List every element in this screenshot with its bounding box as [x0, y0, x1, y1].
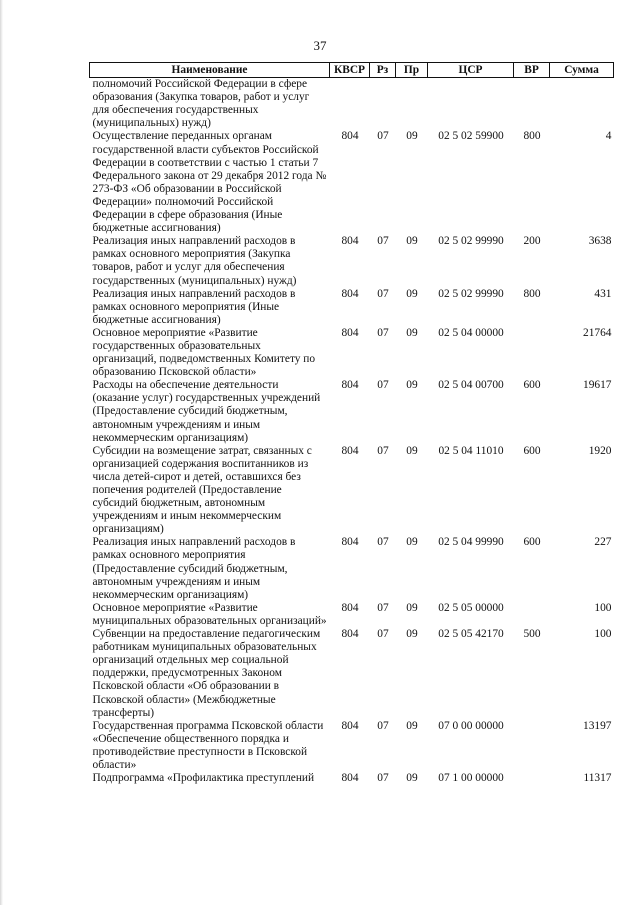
row-kvsr: 804 — [341, 719, 359, 732]
row-kvsr: 804 — [341, 379, 359, 392]
header-sum: Сумма — [550, 63, 614, 78]
row-pr — [396, 78, 428, 131]
row-csr: 02 5 02 99990 — [438, 235, 504, 248]
row-vr: 600 — [523, 444, 541, 457]
row-rz — [370, 78, 396, 131]
row-csr: 02 5 02 59900 — [438, 130, 504, 143]
row-csr: 02 5 04 00700 — [438, 379, 504, 392]
row-vr: 800 — [523, 287, 541, 300]
row-sum: 13197 — [583, 719, 612, 732]
row-name: Реализация иных направлений расходов в рамках основного мероприятия (Закупка товаров, работ и услуг для обеспечения государственных (муниципальных) нужд) — [92, 235, 297, 287]
scan-edge — [0, 0, 3, 905]
row-vr — [514, 772, 550, 785]
row-kvsr: 804 — [341, 444, 359, 457]
row-sum: 19617 — [583, 379, 612, 392]
row-csr: 02 5 05 00000 — [438, 601, 504, 614]
row-sum: 11317 — [583, 772, 612, 785]
row-sum: 100 — [594, 628, 612, 641]
row-vr — [514, 78, 550, 131]
row-rz: 07 — [377, 772, 389, 785]
row-vr — [514, 327, 550, 379]
table-header — [90, 63, 614, 78]
row-pr: 09 — [406, 601, 418, 614]
row-csr: 02 5 05 42170 — [438, 628, 504, 641]
row-vr — [514, 602, 550, 628]
row-csr: 07 0 00 00000 — [438, 719, 504, 732]
row-name: Субсидии на возмещение затрат, связанных с организацией содержания воспитанников из числа детей-сирот и детей, оставшихся без попечения родителей (Предоставление субсидий бюджетным, автономным учреждениям и иным некоммерческим организациям) — [92, 444, 312, 536]
header-rz: Рз — [370, 63, 396, 78]
row-name: Государственная программа Псковской области «Обеспечение общественного порядка и противодействие преступности в Псковской области» — [92, 719, 324, 771]
row-vr — [514, 720, 550, 772]
table-body — [90, 78, 614, 786]
row-name: Подпрограмма «Профилактика преступлений — [92, 772, 315, 785]
row-name: полномочий Российской Федерации в сфере образования (Закупка товаров, работ и услуг для обеспечения государственных (муниципальных) нужд) — [92, 78, 310, 130]
row-vr: 200 — [523, 235, 541, 248]
row-kvsr: 804 — [341, 628, 359, 641]
row-sum: 100 — [594, 601, 612, 614]
row-pr: 09 — [406, 628, 418, 641]
row-sum: 4 — [605, 130, 612, 143]
row-kvsr: 804 — [341, 326, 359, 339]
row-sum: 3638 — [588, 235, 612, 248]
header-row — [90, 63, 614, 78]
row-kvsr: 804 — [341, 287, 359, 300]
table-row — [90, 536, 614, 601]
row-csr: 02 5 04 00000 — [438, 326, 504, 339]
row-pr: 09 — [406, 235, 418, 248]
row-name: Реализация иных направлений расходов в рамках основного мероприятия (Предоставление субсидий бюджетным, автономным учреждениям и иным некоммерческим организациям) — [92, 536, 296, 601]
row-rz: 07 — [377, 130, 389, 143]
header-vr: ВР — [514, 63, 550, 78]
row-pr: 09 — [406, 130, 418, 143]
row-sum: 227 — [594, 536, 612, 549]
row-kvsr: 804 — [341, 601, 359, 614]
row-sum: 21764 — [583, 326, 612, 339]
header-pr: Пр — [396, 63, 428, 78]
row-name: Осуществление переданных органам государственной власти субъектов Российской Федерации в соответствии с частью 1 статьи 7 Федерального закона от 29 декабря 2012 года № 273-ФЗ «Об образовании в Российской Федерации» полномочий Российской Федерации в сфере образования (Иные бюджетные ассигнования) — [92, 130, 327, 235]
row-pr: 09 — [406, 287, 418, 300]
row-pr: 09 — [406, 379, 418, 392]
table-row — [90, 78, 614, 131]
table-row — [90, 327, 614, 379]
row-csr: 02 5 04 99990 — [438, 536, 504, 549]
row-kvsr: 804 — [341, 130, 359, 143]
row-rz: 07 — [377, 326, 389, 339]
table-row — [90, 628, 614, 720]
row-name: Основное мероприятие «Развитие муниципальных образовательных организаций» — [92, 601, 327, 627]
header-csr: ЦСР — [428, 63, 514, 78]
header-kvsr: КВСР — [330, 63, 370, 78]
row-name: Расходы на обеспечение деятельности (оказание услуг) государственных учреждений (Предоставление субсидий бюджетным, автономным учреждениям и иным некоммерческим организациям) — [92, 379, 321, 444]
row-csr — [428, 78, 514, 131]
page-number: 37 — [313, 38, 327, 53]
row-kvsr: 804 — [341, 235, 359, 248]
row-csr: 07 1 00 00000 — [438, 772, 504, 785]
row-name: Основное мероприятие «Развитие государственных образовательных организаций, подведомственных Комитету по образованию Псковской области» — [92, 326, 316, 379]
row-name: Реализация иных направлений расходов в рамках основного мероприятия (Иные бюджетные ассигнования) — [92, 287, 296, 326]
row-rz: 07 — [377, 379, 389, 392]
row-name: Субвенции на предоставление педагогическим работникам муниципальных образовательных организаций отдельных мер социальной поддержки, предусмотренных Законом Псковской области «Об образовании в Псковской области» (Межбюджетные трансферты) — [92, 628, 321, 719]
row-vr: 600 — [523, 379, 541, 392]
row-pr: 09 — [406, 536, 418, 549]
row-vr: 800 — [523, 130, 541, 143]
table-row — [90, 235, 614, 287]
row-rz: 07 — [377, 235, 389, 248]
row-rz: 07 — [377, 601, 389, 614]
row-csr: 02 5 04 11010 — [438, 444, 504, 457]
row-pr: 09 — [406, 772, 418, 785]
budget-table — [89, 62, 614, 785]
row-kvsr — [330, 78, 370, 131]
row-vr: 500 — [523, 628, 541, 641]
table-row — [90, 379, 614, 444]
row-kvsr: 804 — [341, 536, 359, 549]
row-rz: 07 — [377, 287, 389, 300]
table-row — [90, 772, 614, 785]
table-row — [90, 130, 614, 235]
row-sum — [550, 78, 614, 131]
row-pr: 09 — [406, 719, 418, 732]
table-row — [90, 602, 614, 628]
row-csr: 02 5 02 99990 — [438, 287, 504, 300]
row-vr: 600 — [523, 536, 541, 549]
row-rz: 07 — [377, 628, 389, 641]
row-rz: 07 — [377, 536, 389, 549]
header-name: Наименование — [90, 63, 330, 78]
row-sum: 1920 — [588, 444, 612, 457]
row-rz: 07 — [377, 719, 389, 732]
row-sum: 431 — [594, 287, 612, 300]
table-row — [90, 288, 614, 327]
row-kvsr: 804 — [341, 772, 359, 785]
row-pr: 09 — [406, 444, 418, 457]
row-rz: 07 — [377, 444, 389, 457]
row-pr: 09 — [406, 326, 418, 339]
table-row — [90, 445, 614, 537]
table-row — [90, 720, 614, 772]
